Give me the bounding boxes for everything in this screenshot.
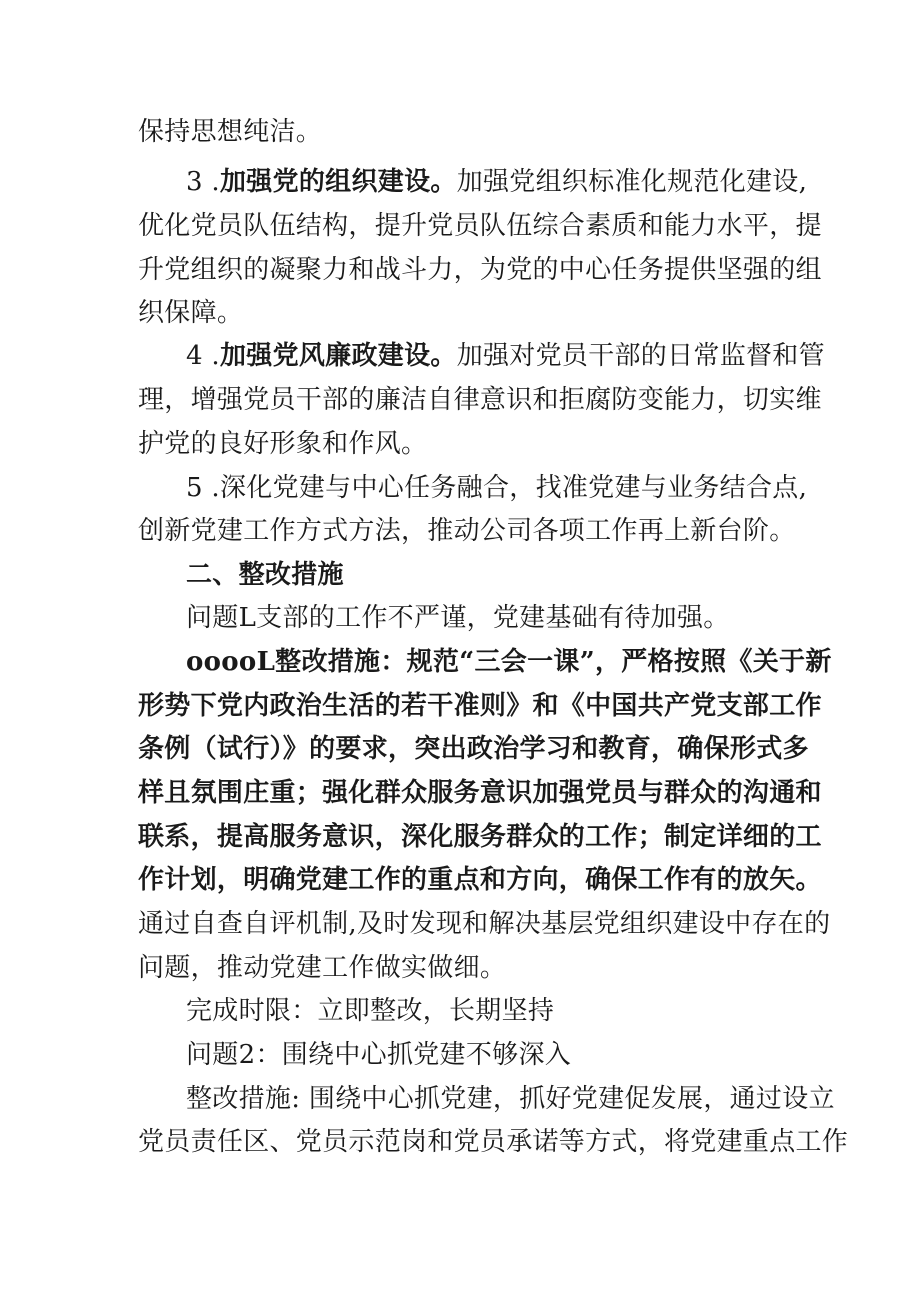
line-text: 理，增强党员干部的廉洁自律意识和拒腐防变能力，切实维 bbox=[138, 385, 822, 415]
section-heading bbox=[186, 560, 344, 590]
line-text: 形势下党内政治生活的若干准则》和《中国共产党支部工作 bbox=[138, 691, 822, 721]
line-text: 优化党员队伍结构，提升党员队伍综合素质和能力水平，提 bbox=[138, 211, 822, 241]
line-text: 整改措施: 围绕中心抓党建，抓好党建促发展，通过设立 bbox=[186, 1084, 835, 1114]
measure-1-line-6 bbox=[138, 865, 822, 895]
problem-1-line bbox=[186, 603, 730, 633]
item-5-line bbox=[186, 473, 807, 503]
measure-1-line-2 bbox=[138, 691, 822, 721]
line-text: 样且氛围庄重；强化群众服务意识加强党员与群众的沟通和 bbox=[138, 778, 822, 808]
section-title: 二、整改措施 bbox=[186, 560, 344, 590]
measure-1-line-3 bbox=[138, 734, 809, 764]
measure-1-line-5 bbox=[138, 822, 822, 852]
text-line-22 bbox=[138, 909, 830, 939]
measure-1-line-1 bbox=[186, 647, 832, 677]
text-line-23 bbox=[138, 953, 506, 983]
problem-2-line bbox=[186, 1040, 571, 1070]
measure-1-line-4 bbox=[138, 778, 822, 808]
line-text: 护党的良好形象和作风。 bbox=[138, 429, 428, 459]
text-line-8 bbox=[138, 429, 427, 459]
line-text: 作计划，明确党建工作的重点和方向，确保工作有的放矢。 bbox=[138, 865, 822, 895]
item-number: 3 . bbox=[186, 167, 220, 197]
problem-text: 问题2：围绕中心抓党建不够深入 bbox=[186, 1040, 572, 1070]
line-text: 保持思想纯洁。 bbox=[138, 117, 323, 147]
line-text: 问题，推动党建工作做实做细。 bbox=[138, 953, 507, 983]
text-line-10 bbox=[138, 516, 796, 546]
item-3-heading-line bbox=[186, 167, 807, 197]
text-line-7 bbox=[138, 385, 822, 415]
item-4-heading-line bbox=[186, 341, 825, 371]
line-text: 条例（试行）》的要求，突出政治学习和教育，确保形式多 bbox=[138, 734, 809, 764]
text-line-4 bbox=[138, 255, 822, 285]
item-text: 加强党组织标准化规范化建设, bbox=[456, 167, 808, 197]
measure-2-line-2 bbox=[138, 1127, 848, 1157]
line-text: 创新党建工作方式方法，推动公司各项工作再上新台阶。 bbox=[138, 516, 796, 546]
text-line-1 bbox=[138, 117, 322, 147]
line-text: 通过自查自评机制,及时发现和解决基层党组织建设中存在的 bbox=[138, 909, 831, 939]
text-line-5 bbox=[138, 298, 243, 328]
item-number: 4 . bbox=[186, 341, 220, 371]
line-text: 联系，提高服务意识，深化服务群众的工作；制定详细的工 bbox=[138, 822, 822, 852]
item-text: 加强对党员干部的日常监督和管 bbox=[456, 341, 825, 371]
item-title: 加强党风廉政建设。 bbox=[219, 341, 457, 371]
problem-text: 问题L支部的工作不严谨，党建基础有待加强。 bbox=[186, 603, 730, 633]
line-text: 升党组织的凝聚力和战斗力，为党的中心任务提供坚强的组 bbox=[138, 255, 822, 285]
deadline-line bbox=[186, 996, 554, 1026]
line-text: 5 .深化党建与中心任务融合，找准党建与业务结合点, bbox=[186, 473, 808, 503]
deadline-text: 完成时限：立即整改，长期坚持 bbox=[186, 996, 555, 1026]
line-text: 织保障。 bbox=[138, 298, 244, 328]
measure-2-line-1 bbox=[186, 1084, 835, 1114]
item-title: 加强党的组织建设。 bbox=[219, 167, 457, 197]
line-text: 党员责任区、党员示范岗和党员承诺等方式，将党建重点工作 bbox=[138, 1127, 849, 1157]
line-text: ooooL整改措施：规范“三会一课”，严格按照《关于新 bbox=[186, 647, 832, 677]
text-line-3 bbox=[138, 211, 822, 241]
